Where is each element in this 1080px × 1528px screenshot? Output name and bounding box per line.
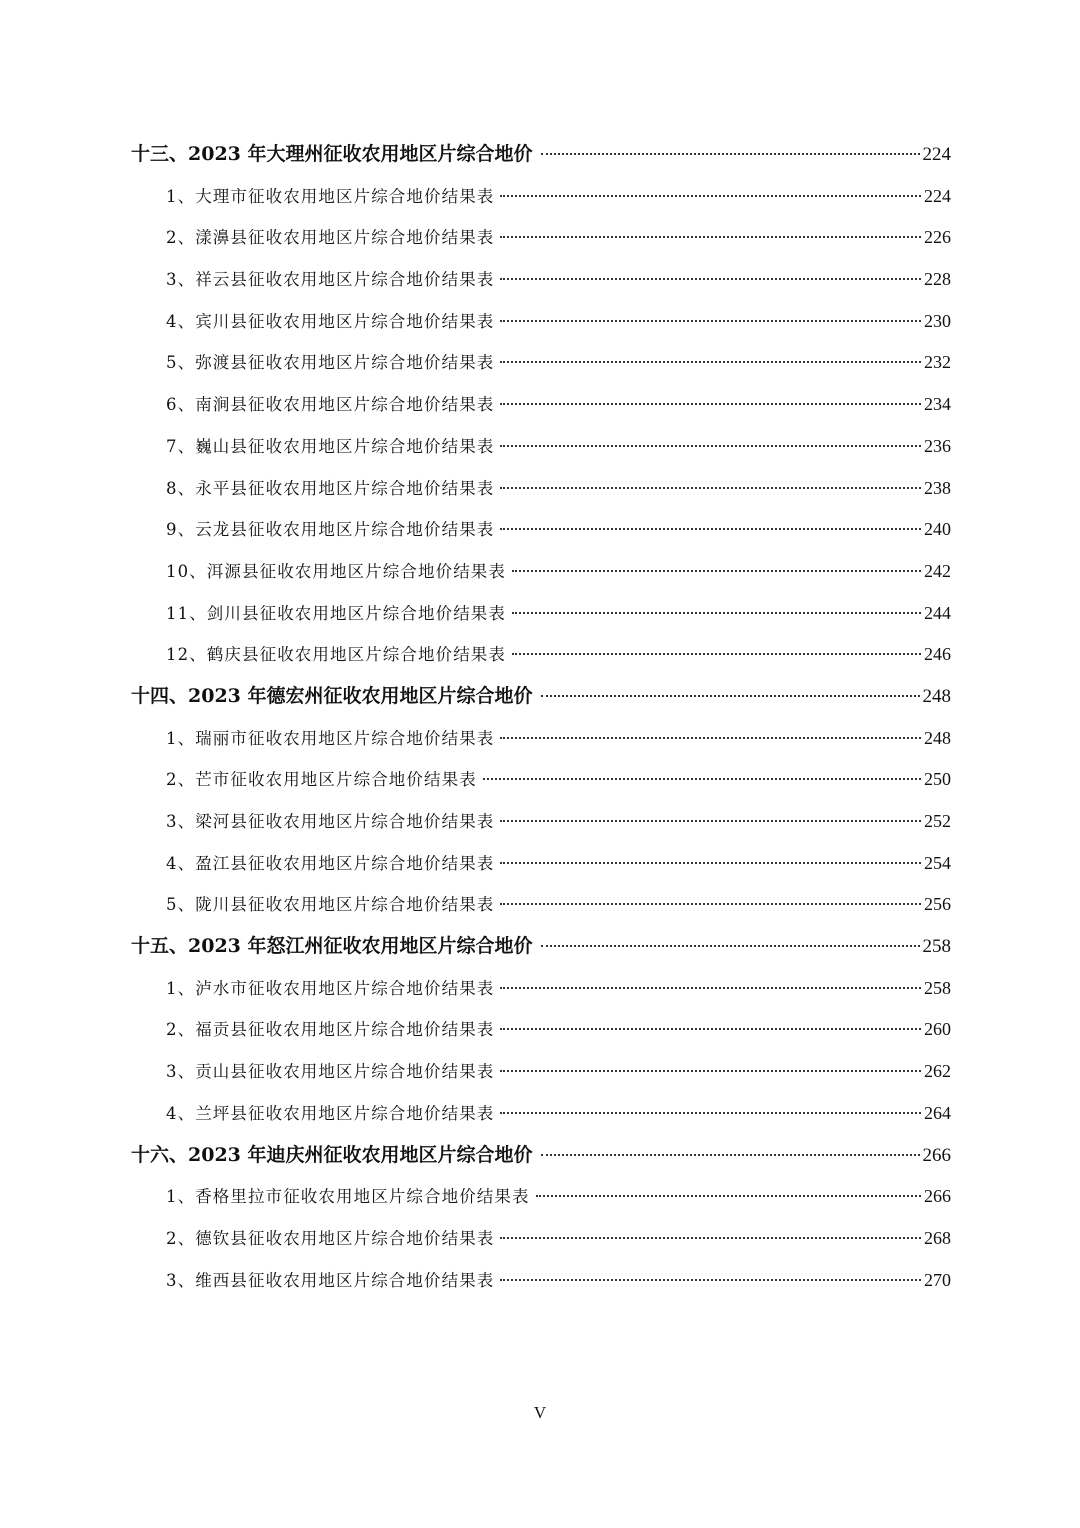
toc-title: 3、梁河县征收农用地区片综合地价结果表 xyxy=(166,812,495,831)
toc-page-number: 224 xyxy=(924,185,951,206)
toc-page-number: 238 xyxy=(924,477,951,498)
dot-leader xyxy=(500,403,921,405)
dot-leader xyxy=(541,153,920,155)
toc-entry[interactable] xyxy=(0,1051,951,1093)
dot-leader xyxy=(500,820,921,822)
toc-page-number: 254 xyxy=(924,852,951,873)
toc-entry[interactable] xyxy=(0,759,951,801)
dot-leader xyxy=(512,653,921,655)
toc-title: 3、祥云县征收农用地区片综合地价结果表 xyxy=(166,270,495,290)
toc-page-number: 234 xyxy=(924,394,951,415)
toc-page-number: 244 xyxy=(924,602,951,623)
toc-page-number: 258 xyxy=(924,977,951,998)
toc-title: 9、云龙县征收农用地区片综合地价结果表 xyxy=(166,520,495,540)
toc-title: 4、盈江县征收农用地区片综合地价结果表 xyxy=(166,853,495,873)
toc-title: 2、芒市征收农用地区片综合地价结果表 xyxy=(166,770,477,790)
toc-entry[interactable] xyxy=(0,884,951,926)
toc-page-number: 230 xyxy=(924,310,951,331)
toc-page-number: 224 xyxy=(922,144,951,165)
toc-page-number: 236 xyxy=(924,435,951,456)
toc-title: 5、陇川县征收农用地区片综合地价结果表 xyxy=(166,895,495,915)
toc-entry[interactable] xyxy=(0,176,951,218)
toc-entry[interactable] xyxy=(0,217,951,259)
toc-title: 2、德钦县征收农用地区片综合地价结果表 xyxy=(166,1228,495,1248)
dot-leader xyxy=(541,1154,920,1156)
dot-leader xyxy=(500,528,921,530)
toc-page-number: 268 xyxy=(924,1227,951,1248)
toc-entry[interactable] xyxy=(0,426,951,468)
toc-title: 6、南涧县征收农用地区片综合地价结果表 xyxy=(166,395,495,415)
dot-leader xyxy=(483,778,921,780)
toc-title: 十六、2023 年迪庆州征收农用地区片综合地价 xyxy=(131,1143,533,1166)
toc-title: 1、瑞丽市征收农用地区片综合地价结果表 xyxy=(166,728,495,748)
toc-title: 1、香格里拉市征收农用地区片综合地价结果表 xyxy=(166,1187,530,1207)
toc-page-number: 226 xyxy=(924,227,951,248)
toc-entry[interactable] xyxy=(0,468,951,510)
table-of-contents xyxy=(0,134,1080,1301)
toc-entry[interactable] xyxy=(0,801,951,843)
toc-title: 7、巍山县征收农用地区片综合地价结果表 xyxy=(166,436,495,456)
dot-leader xyxy=(500,987,921,989)
toc-title: 十五、2023 年怒江州征收农用地区片综合地价 xyxy=(131,935,533,958)
toc-entry[interactable] xyxy=(0,509,951,551)
toc-title: 十三、2023 年大理州征收农用地区片综合地价 xyxy=(131,143,533,165)
toc-title: 2、漾濞县征收农用地区片综合地价结果表 xyxy=(166,228,495,248)
dot-leader xyxy=(541,695,920,697)
toc-page-number: 264 xyxy=(924,1102,951,1123)
toc-entry[interactable] xyxy=(0,718,951,760)
toc-title: 3、贡山县征收农用地区片综合地价结果表 xyxy=(166,1062,495,1082)
toc-entry[interactable] xyxy=(0,968,951,1010)
toc-entry[interactable] xyxy=(0,634,951,676)
dot-leader xyxy=(500,361,921,363)
toc-page-number: 260 xyxy=(924,1019,951,1040)
dot-leader xyxy=(541,945,920,947)
toc-section-heading[interactable] xyxy=(0,1135,951,1177)
toc-entry[interactable] xyxy=(0,593,951,635)
dot-leader xyxy=(512,570,921,572)
toc-entry[interactable] xyxy=(0,551,951,593)
toc-page-number: 258 xyxy=(922,936,951,958)
toc-title: 2、福贡县征收农用地区片综合地价结果表 xyxy=(166,1020,495,1040)
toc-page-number: 250 xyxy=(924,769,951,790)
toc-page-number: 256 xyxy=(924,894,951,915)
toc-page-number: 270 xyxy=(924,1269,951,1290)
dot-leader xyxy=(500,195,921,197)
toc-section-heading[interactable] xyxy=(0,134,951,176)
toc-page-number: 232 xyxy=(924,352,951,373)
toc-page-number: 252 xyxy=(924,811,951,831)
toc-title: 4、宾川县征收农用地区片综合地价结果表 xyxy=(166,311,495,331)
toc-page-number: 246 xyxy=(924,644,951,665)
toc-title: 11、剑川县征收农用地区片综合地价结果表 xyxy=(166,603,506,623)
toc-entry[interactable] xyxy=(0,1218,951,1260)
toc-entry[interactable] xyxy=(0,259,951,301)
toc-entry[interactable] xyxy=(0,301,951,343)
dot-leader xyxy=(500,445,921,447)
toc-title: 4、兰坪县征收农用地区片综合地价结果表 xyxy=(166,1103,495,1123)
dot-leader xyxy=(500,903,921,905)
toc-page-number: 266 xyxy=(924,1186,951,1207)
toc-entry[interactable] xyxy=(0,1176,951,1218)
dot-leader xyxy=(500,862,921,864)
toc-entry[interactable] xyxy=(0,1009,951,1051)
toc-title: 1、大理市征收农用地区片综合地价结果表 xyxy=(166,186,495,206)
dot-leader xyxy=(500,320,921,322)
toc-title: 12、鹤庆县征收农用地区片综合地价结果表 xyxy=(166,645,506,665)
toc-title: 1、泸水市征收农用地区片综合地价结果表 xyxy=(166,978,495,998)
toc-title: 3、维西县征收农用地区片综合地价结果表 xyxy=(166,1270,495,1290)
toc-entry[interactable] xyxy=(0,1260,951,1302)
dot-leader xyxy=(500,1028,921,1030)
page-number: V xyxy=(533,1403,547,1422)
toc-page-number: 266 xyxy=(922,1144,951,1166)
toc-page-number: 240 xyxy=(924,519,951,540)
toc-page-number: 262 xyxy=(924,1061,951,1082)
toc-page-number: 248 xyxy=(924,727,951,748)
toc-page-number: 228 xyxy=(924,269,951,290)
toc-title: 5、弥渡县征收农用地区片综合地价结果表 xyxy=(166,353,495,373)
toc-page-number: 248 xyxy=(922,685,951,707)
dot-leader xyxy=(500,487,921,489)
toc-page-number: 242 xyxy=(924,560,951,581)
dot-leader xyxy=(512,612,921,614)
dot-leader xyxy=(500,1070,921,1072)
toc-section-heading[interactable] xyxy=(0,926,951,968)
dot-leader xyxy=(500,236,921,238)
toc-entry[interactable] xyxy=(0,384,951,426)
dot-leader xyxy=(536,1195,921,1197)
toc-entry[interactable] xyxy=(0,1093,951,1135)
dot-leader xyxy=(500,278,921,280)
toc-entry[interactable] xyxy=(0,342,951,384)
toc-title: 十四、2023 年德宏州征收农用地区片综合地价 xyxy=(131,684,533,707)
dot-leader xyxy=(500,1112,921,1114)
toc-title: 8、永平县征收农用地区片综合地价结果表 xyxy=(166,478,495,498)
dot-leader xyxy=(500,737,921,739)
dot-leader xyxy=(500,1279,921,1281)
toc-section-heading[interactable] xyxy=(0,676,951,718)
dot-leader xyxy=(500,1237,921,1239)
toc-title: 10、洱源县征收农用地区片综合地价结果表 xyxy=(166,561,506,581)
toc-entry[interactable] xyxy=(0,843,951,885)
